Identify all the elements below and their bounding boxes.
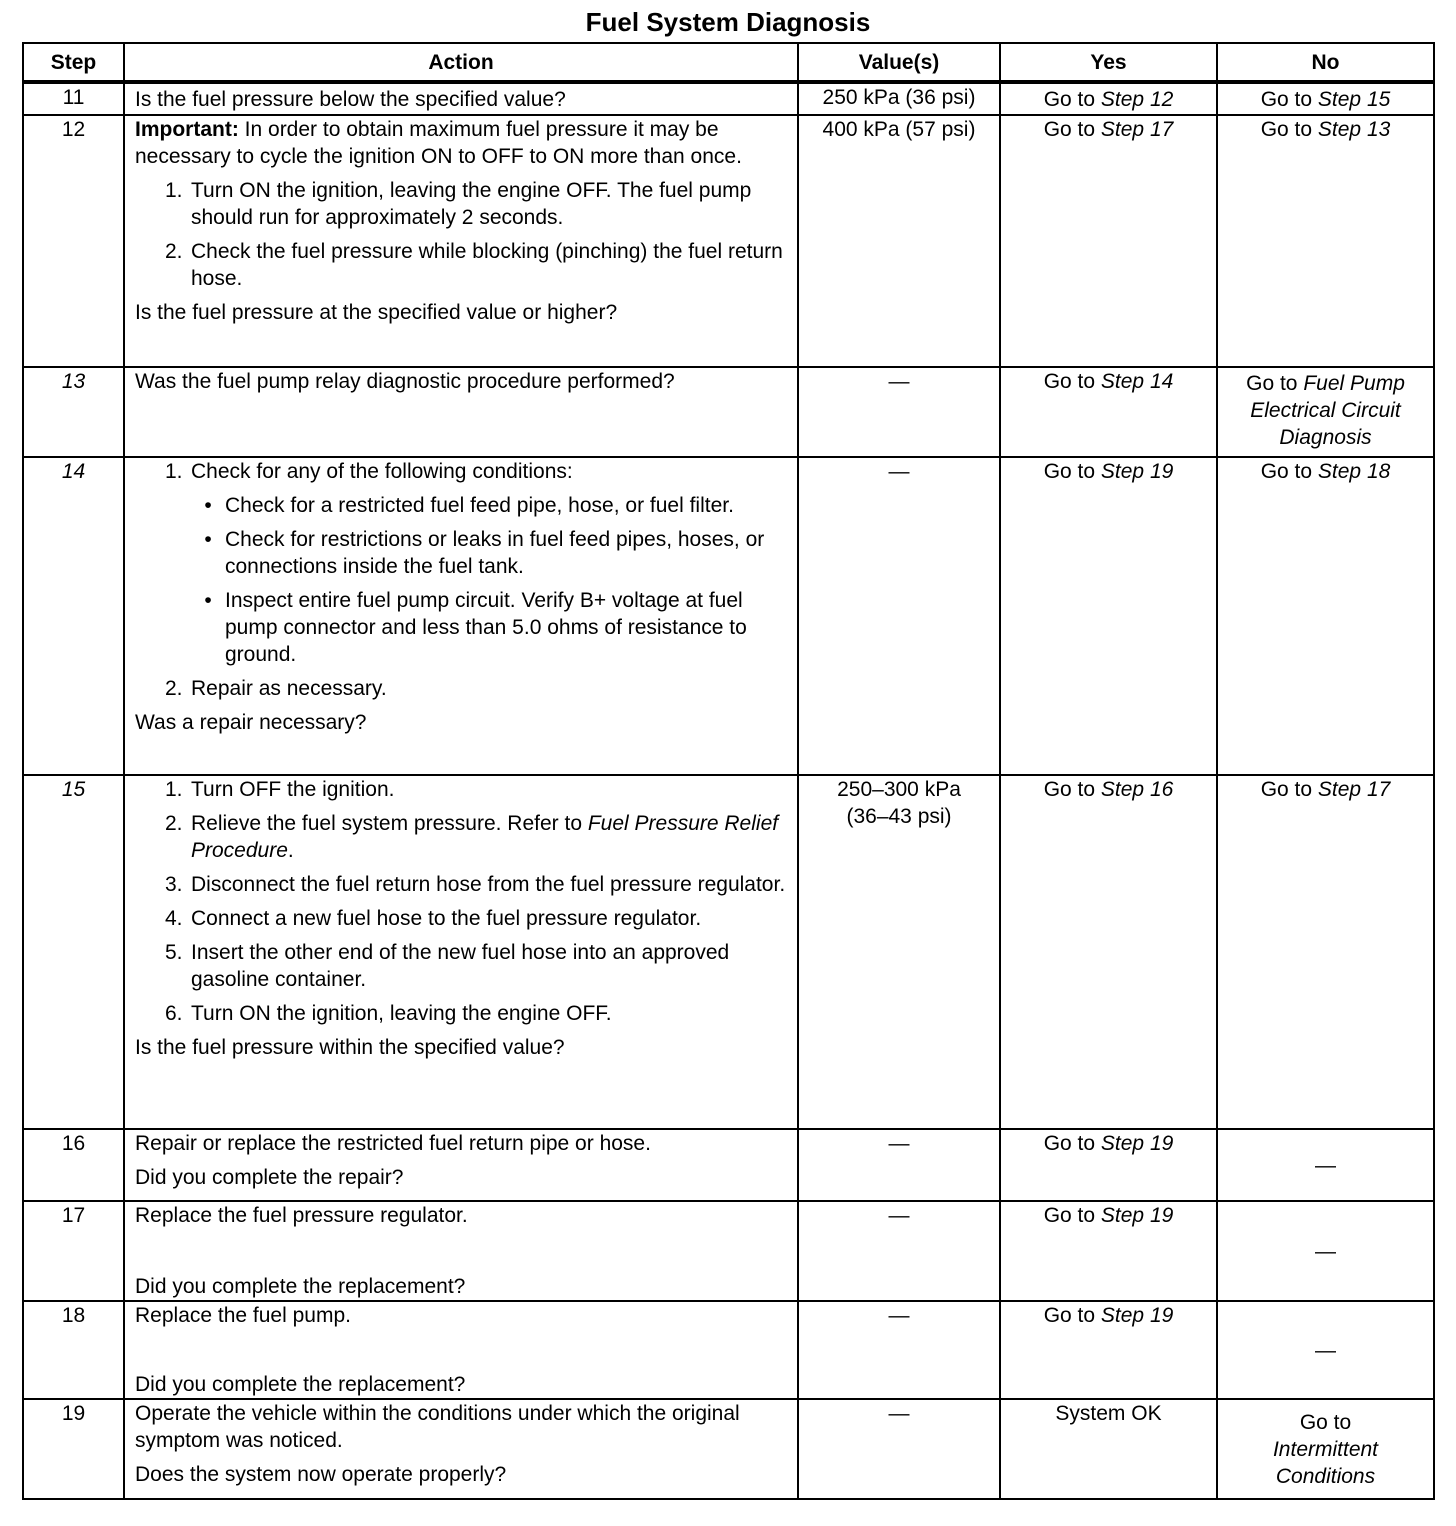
procedure-step: 1. Turn OFF the ignition.	[165, 778, 395, 801]
action-text: Replace the fuel pump.	[135, 1304, 351, 1327]
yes-step-link[interactable]: Step 12	[1100, 87, 1174, 111]
action-cell	[124, 1399, 798, 1499]
procedure-step: 4. Connect a new fuel hose to the fuel pressure regulator.	[165, 907, 702, 930]
go-to-label: Go to	[1043, 460, 1096, 483]
yes-cell	[1000, 457, 1217, 775]
no-cell	[1217, 1399, 1434, 1499]
table-row	[23, 1201, 1434, 1301]
no-step-link[interactable]: Step 18	[1317, 460, 1391, 483]
action-question: Did you complete the repair?	[135, 1166, 404, 1189]
header-action: Action	[124, 43, 798, 82]
go-to-label: Go to	[1043, 1204, 1096, 1227]
action-question: Did you complete the replacement?	[135, 1373, 466, 1396]
header-no: No	[1217, 43, 1434, 82]
yes-cell	[1000, 1201, 1217, 1301]
important-text: In order to obtain maximum fuel pressure it may be necessary to cycle the ignition ON to OFF to ON more than once.	[135, 118, 742, 168]
no-step-link[interactable]: Step 15	[1317, 87, 1391, 111]
step-number: 13	[23, 367, 124, 457]
yes-step-link[interactable]: Step 19	[1100, 1204, 1174, 1227]
go-to-label: Go to	[1260, 87, 1313, 111]
yes-step-link[interactable]: Step 19	[1100, 1304, 1174, 1327]
condition-bullet: • Check for a restricted fuel feed pipe, hose, or fuel filter.	[204, 494, 734, 517]
action-cell	[124, 115, 798, 367]
step-number: 18	[23, 1301, 124, 1399]
step-number: 16	[23, 1129, 124, 1201]
header-values: Value(s)	[798, 43, 1000, 82]
no-step-link[interactable]: Step 17	[1317, 778, 1391, 801]
step-number: 12	[23, 115, 124, 367]
step-number: 15	[23, 775, 124, 1129]
yes-step-link[interactable]: Step 17	[1100, 118, 1174, 141]
procedure-step: 3. Disconnect the fuel return hose from the fuel pressure regulator.	[165, 873, 786, 896]
table-row	[23, 367, 1434, 457]
header-step: Step	[23, 43, 124, 82]
go-to-label: Go to	[1043, 1132, 1096, 1155]
no-cell: —	[1217, 1301, 1434, 1399]
procedure-step: 1. Check for any of the following conditions:	[165, 460, 573, 483]
procedure-step: 5. Insert the other end of the new fuel hose into an approved gasoline container.	[165, 941, 730, 991]
no-cell	[1217, 457, 1434, 775]
go-to-label: Go to	[1260, 778, 1313, 801]
table-row	[23, 457, 1434, 775]
step-number: 19	[23, 1399, 124, 1499]
action-text: Replace the fuel pressure regulator.	[135, 1204, 468, 1227]
condition-bullet: • Check for restrictions or leaks in fuel feed pipes, hoses, or connections inside the fuel tank.	[204, 528, 765, 578]
no-step-link[interactable]: Step 13	[1317, 118, 1391, 141]
yes-cell	[1000, 82, 1217, 115]
yes-cell	[1000, 1301, 1217, 1399]
action-cell	[124, 775, 798, 1129]
step-number: 11	[23, 82, 124, 115]
no-cell: —	[1217, 1129, 1434, 1201]
action-question: Was the fuel pump relay diagnostic procedure performed?	[124, 367, 798, 457]
header-yes: Yes	[1000, 43, 1217, 82]
value-cell: 250 kPa (36 psi)	[798, 82, 1000, 115]
value-cell: —	[798, 1399, 1000, 1499]
yes-cell	[1000, 775, 1217, 1129]
go-to-label: Go to	[1246, 372, 1298, 395]
value-cell: 250–300 kPa (36–43 psi)	[798, 775, 1000, 1129]
go-to-label: Go to	[1043, 778, 1096, 801]
procedure-step: 6. Turn ON the ignition, leaving the engine OFF.	[165, 1002, 612, 1025]
go-to-label: Go to	[1299, 1410, 1352, 1434]
action-cell	[124, 1129, 798, 1201]
diagnosis-table	[22, 42, 1435, 1500]
step-number: 17	[23, 1201, 124, 1301]
no-cell	[1217, 115, 1434, 367]
go-to-label: Go to	[1043, 1304, 1096, 1327]
table-row	[23, 1301, 1434, 1399]
yes-step-link[interactable]: Step 19	[1100, 1132, 1174, 1155]
action-question: Did you complete the replacement?	[135, 1275, 466, 1298]
no-cell	[1217, 775, 1434, 1129]
procedure-step: 2. Relieve the fuel system pressure. Refer to Fuel Pressure Relief Procedure.	[165, 812, 779, 862]
yes-cell	[1000, 1129, 1217, 1201]
go-to-label: Go to	[1260, 460, 1313, 483]
no-cell: —	[1217, 1201, 1434, 1301]
yes-cell	[1000, 367, 1217, 457]
header-row	[23, 43, 1434, 82]
yes-step-link[interactable]: Step 14	[1100, 370, 1174, 393]
no-procedure-link[interactable]: Fuel Pump Electrical Circuit Diagnosis	[1250, 372, 1405, 449]
yes-step-link[interactable]: Step 19	[1100, 460, 1174, 483]
table-row	[23, 775, 1434, 1129]
yes-cell: System OK	[1000, 1399, 1217, 1499]
value-cell: 400 kPa (57 psi)	[798, 115, 1000, 367]
value-cell: —	[798, 1301, 1000, 1399]
go-to-label: Go to	[1043, 87, 1096, 111]
procedure-step: 1. Turn ON the ignition, leaving the engine OFF. The fuel pump should run for approximately 2 seconds.	[165, 179, 752, 229]
no-cell	[1217, 82, 1434, 115]
table-row	[23, 82, 1434, 115]
go-to-label: Go to	[1043, 118, 1096, 141]
action-cell	[124, 1301, 798, 1399]
procedure-step: 2. Check the fuel pressure while blocking (pinching) the fuel return hose.	[165, 240, 783, 290]
step-number: 14	[23, 457, 124, 775]
action-question: Was a repair necessary?	[135, 711, 367, 734]
table-row	[23, 115, 1434, 367]
action-text: Repair or replace the restricted fuel return pipe or hose.	[135, 1132, 651, 1155]
action-cell	[124, 1201, 798, 1301]
yes-cell	[1000, 115, 1217, 367]
important-note	[135, 116, 787, 170]
value-cell: —	[798, 367, 1000, 457]
action-question: Is the fuel pressure below the specified value?	[124, 82, 798, 115]
table-row	[23, 1129, 1434, 1201]
action-cell	[124, 457, 798, 775]
action-question: Does the system now operate properly?	[135, 1463, 507, 1486]
value-cell: —	[798, 457, 1000, 775]
procedure-step: 2. Repair as necessary.	[165, 677, 387, 700]
condition-bullet: • Inspect entire fuel pump circuit. Verify B+ voltage at fuel pump connector and less than 5.0 ohms of resistance to ground.	[204, 589, 747, 666]
action-question: Is the fuel pressure at the specified value or higher?	[135, 301, 618, 324]
go-to-label: Go to	[1260, 118, 1313, 141]
action-text: Operate the vehicle within the conditions under which the original symptom was noticed.	[135, 1402, 740, 1452]
no-procedure-link[interactable]: Intermittent Conditions	[1272, 1437, 1379, 1488]
procedure-link[interactable]: Fuel Pressure Relief Procedure	[191, 812, 779, 862]
no-cell	[1217, 367, 1434, 457]
value-cell: —	[798, 1129, 1000, 1201]
yes-step-link[interactable]: Step 16	[1100, 778, 1174, 801]
action-question: Is the fuel pressure within the specified value?	[135, 1036, 565, 1059]
go-to-label: Go to	[1043, 370, 1096, 393]
value-cell: —	[798, 1201, 1000, 1301]
table-row	[23, 1399, 1434, 1499]
important-label: Important:	[135, 118, 239, 141]
document-title: Fuel System Diagnosis	[585, 7, 871, 37]
